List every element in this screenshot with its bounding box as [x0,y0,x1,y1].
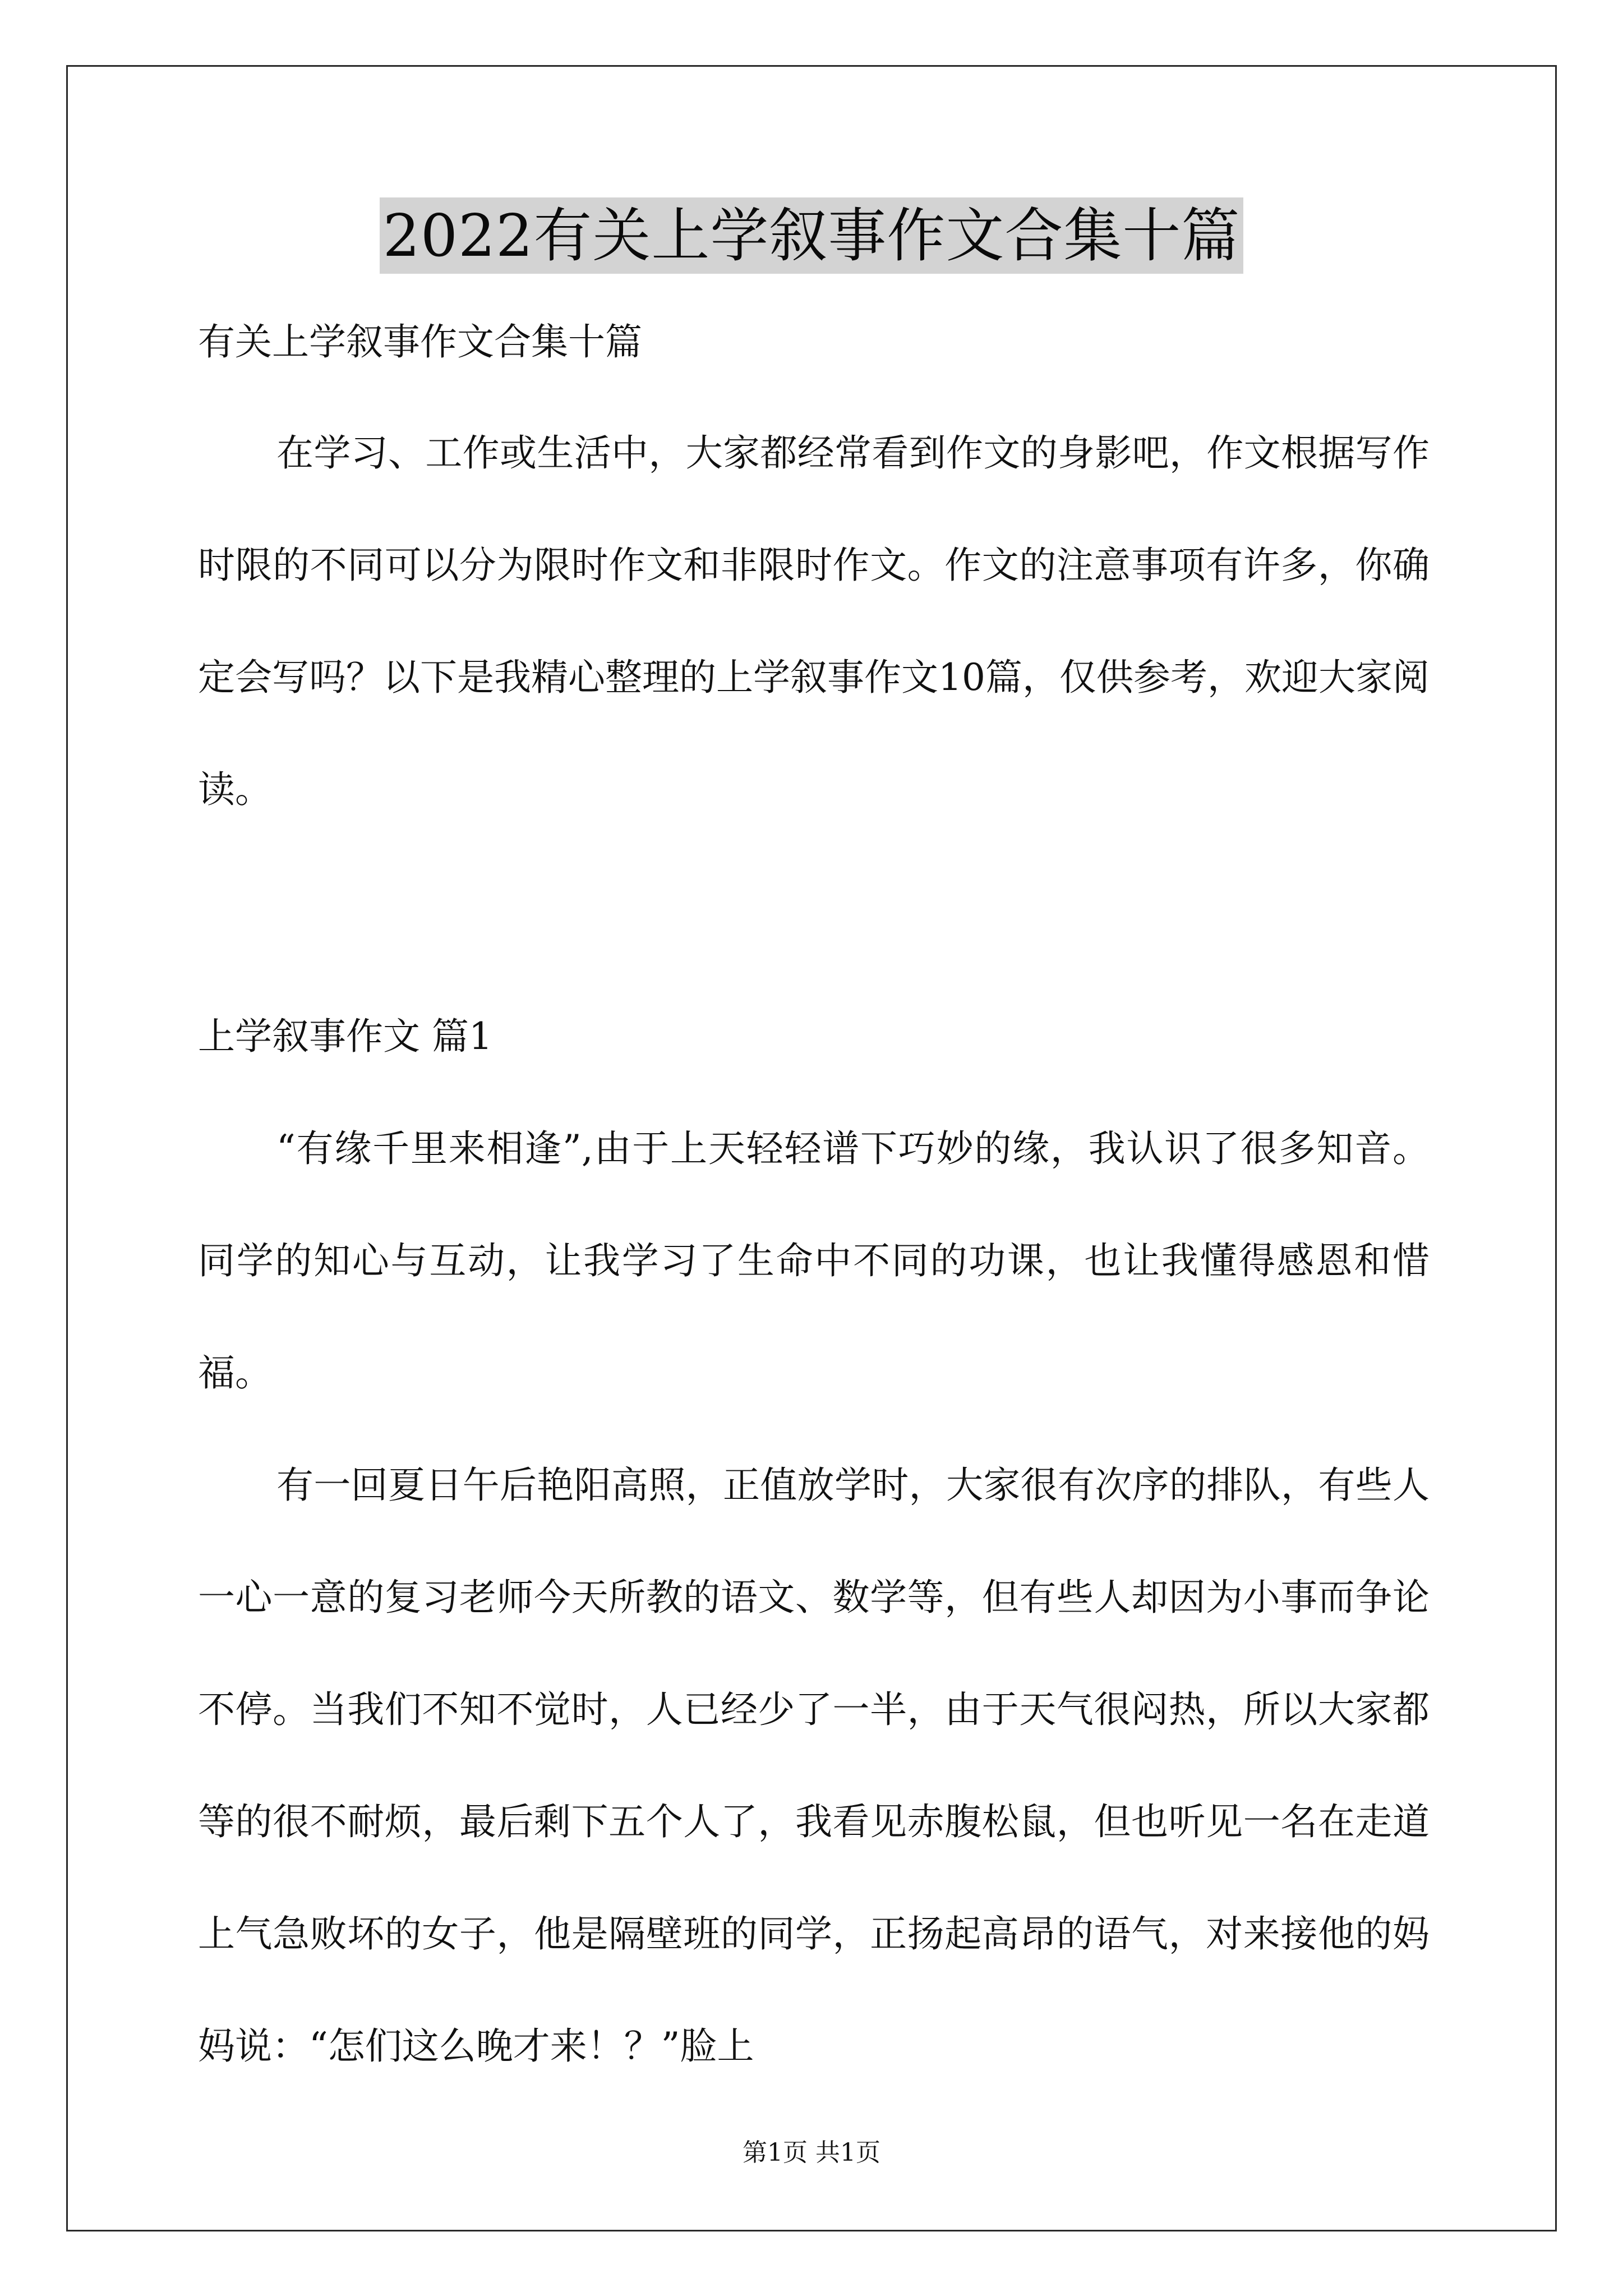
body-paragraph-1: “有缘千里来相逢”,由于上天轻轻谱下巧妙的缘，我认识了很多知音。同学的知心与互动，让我学习了生命中不同的功课，也让我懂得感恩和惜福。 [198,1127,1430,1395]
section-heading: 上学叙事作文 篇1 [198,1015,492,1058]
document-body [198,303,1430,2102]
title-container [0,197,1623,274]
document-title: 2022有关上学叙事作文合集十篇 [380,197,1244,274]
document-subtitle: 有关上学叙事作文合集十篇 [198,320,642,364]
intro-paragraph: 在学习、工作或生活中，大家都经常看到作文的身影吧，作文根据写作时限的不同可以分为限时作文和非限时作文。作文的注意事项有许多，你确定会写吗？以下是我精心整理的上学叙事作文10篇，仅供参考，欢迎大家阅读。 [198,431,1430,811]
body-paragraph-2: 有一回夏日午后艳阳高照，正值放学时，大家很有次序的排队，有些人一心一意的复习老师今天所教的语文、数学等，但有些人却因为小事而争论不停。当我们不知不觉时，人已经少了一半，由于天气很闷热，所以大家都等的很不耐烦，最后剩下五个人了，我看见赤腹松鼠，但也听见一名在走道上气急败坏的女子，他是隔壁班的同学，正扬起高昂的语气，对来接他的妈妈说：“怎们这么晚才来！？”脸上 [198,1464,1430,2068]
page-footer: 第1页 共1页 [743,2138,880,2167]
